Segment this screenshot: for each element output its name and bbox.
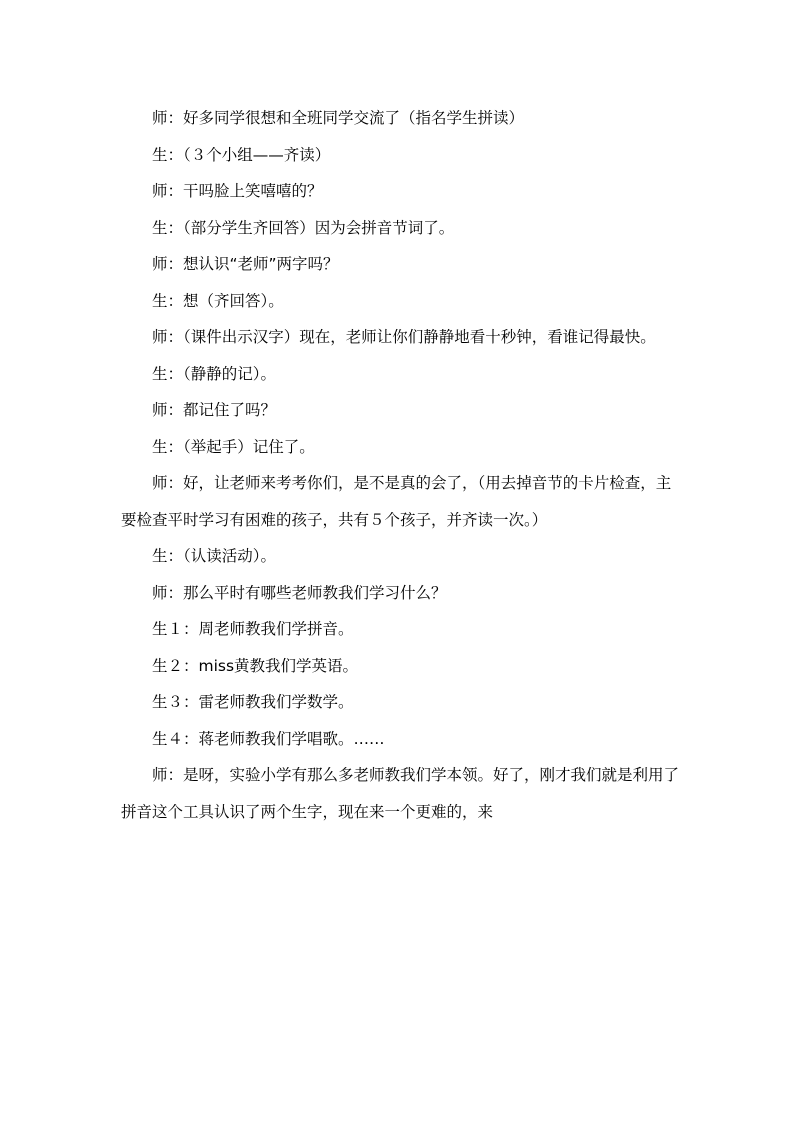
paragraph-9: 师：都记住了吗？ — [152, 401, 277, 419]
paragraph-3: 师：干吗脸上笑嘻嘻的？ — [152, 182, 323, 200]
paragraph-10: 生：（举起手）记住了。 — [152, 437, 315, 456]
paragraph-5: 师：想认识“老师”两字吗？ — [152, 255, 339, 273]
paragraph-16: 生３：雷老师教我们学数学。 — [152, 693, 354, 711]
paragraph-6: 生：想（齐回答）。 — [152, 291, 284, 310]
paragraph-1: 师：好多同学很想和全班同学交流了（指名学生拼读） — [152, 109, 525, 127]
paragraph-17: 生４：蒋老师教我们学唱歌。…… — [152, 729, 385, 748]
paragraph-14: 生１：周老师教我们学拼音。 — [152, 620, 354, 638]
document-body — [121, 100, 686, 830]
paragraph-2: 生：（３个小组——齐读） — [152, 145, 331, 164]
paragraph-13: 师：那么平时有哪些老师教我们学习什么？ — [152, 583, 447, 602]
paragraph-12: 生：（认读活动）。 — [152, 547, 277, 565]
paragraph-7: 师：（课件出示汉字）现在，老师让你们静静地看十秒钟，看谁记得最快。 — [152, 328, 656, 346]
paragraph-15: 生２：miss黄教我们学英语。 — [152, 656, 359, 675]
paragraph-18: 师：是呀，实验小学有那么多老师教我们学本领。好了，刚才我们就是利用了拼音这个工具认识了两个生字，现在来一个更难的，来 — [121, 766, 680, 821]
paragraph-8: 生：（静静的记）。 — [152, 364, 277, 383]
paragraph-4: 生：（部分学生齐回答）因为会拼音节词了。 — [152, 218, 455, 237]
paragraph-11: 师：好，让老师来考考你们，是不是真的会了，（用去掉音节的卡片检查，主要检查平时学习有困难的孩子，共有５个孩子，并齐读一次。） — [121, 474, 672, 529]
